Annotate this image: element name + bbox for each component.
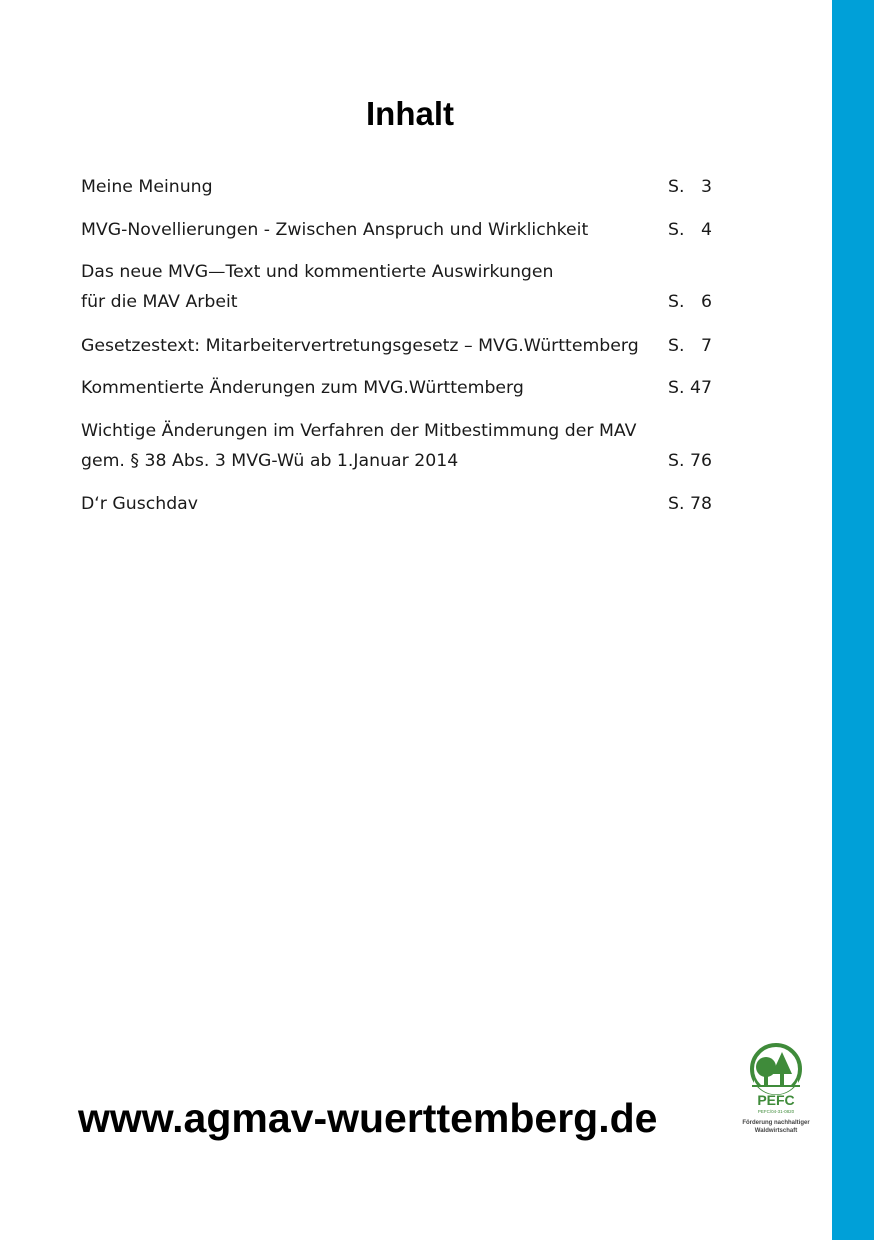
toc-entry-page: S. 3 bbox=[668, 177, 712, 197]
toc-entry-title: D‘r Guschdav bbox=[81, 494, 198, 514]
toc-entry-page: S. 47 bbox=[668, 378, 712, 398]
toc-entry bbox=[81, 257, 721, 317]
toc-entry-page: S. 76 bbox=[668, 451, 712, 471]
toc-entry-page: S. 6 bbox=[668, 292, 712, 312]
toc-entry-title-continued: für die MAV Arbeit bbox=[81, 292, 238, 312]
toc-entry bbox=[81, 489, 721, 519]
toc-entry bbox=[81, 172, 721, 202]
toc-entry bbox=[81, 331, 721, 361]
pefc-code-text: PEFC/04-31-0820 bbox=[757, 1109, 795, 1114]
toc-entry-title: Kommentierte Änderungen zum MVG.Württemberg bbox=[81, 378, 524, 398]
pefc-logo-graphic bbox=[738, 1040, 818, 1140]
side-accent-bar bbox=[832, 0, 874, 1240]
pefc-brand-text: PEFC bbox=[757, 1092, 795, 1108]
toc-entry-page: S. 7 bbox=[668, 336, 712, 356]
toc-entry-title: Das neue MVG—Text und kommentierte Auswirkungen bbox=[81, 262, 554, 282]
toc-entry bbox=[81, 373, 721, 403]
toc-entry-title: Meine Meinung bbox=[81, 177, 213, 197]
toc-entry-page: S. 78 bbox=[668, 494, 712, 514]
toc-entry-title: MVG-Novellierungen - Zwischen Anspruch und Wirklichkeit bbox=[81, 220, 589, 240]
pefc-logo-icon bbox=[738, 1040, 818, 1140]
toc-entry-title: Wichtige Änderungen im Verfahren der Mitbestimmung der MAV bbox=[81, 421, 637, 441]
toc-entry-title-continued: gem. § 38 Abs. 3 MVG-Wü ab 1.Januar 2014 bbox=[81, 451, 459, 471]
toc-entry bbox=[81, 416, 721, 476]
toc-entry bbox=[81, 215, 721, 245]
pefc-caption-line2: Waldwirtschaft bbox=[754, 1128, 798, 1134]
toc-entry-title: Gesetzestext: Mitarbeitervertretungsgesetz – MVG.Württemberg bbox=[81, 336, 639, 356]
toc-entry-page: S. 4 bbox=[668, 220, 712, 240]
website-url: www.agmav-wuerttemberg.de bbox=[78, 1095, 658, 1141]
pefc-caption-line1: Förderung nachhaltiger bbox=[742, 1120, 810, 1126]
page-title: Inhalt bbox=[366, 95, 454, 132]
